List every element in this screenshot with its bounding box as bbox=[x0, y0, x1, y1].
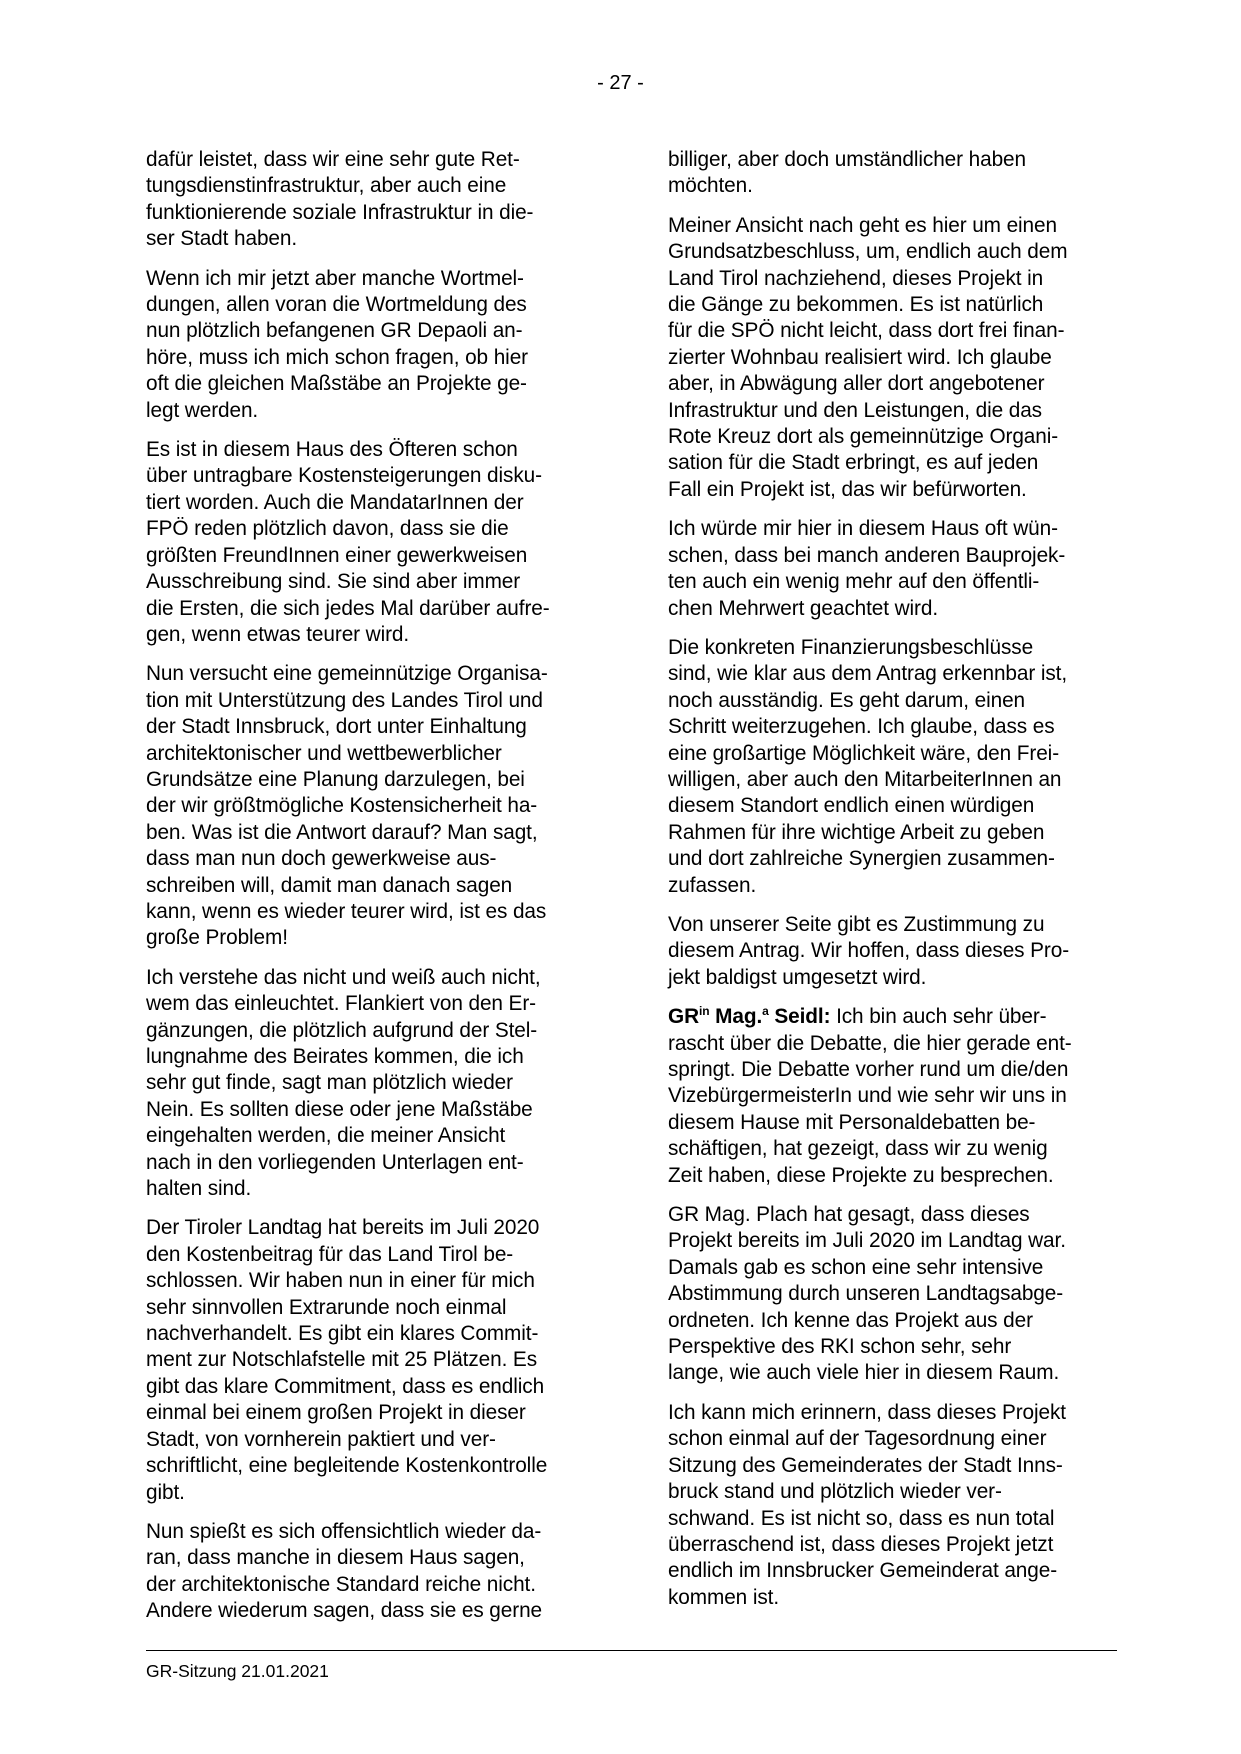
paragraph-line: Projekt bereits im Juli 2020 im Landtag war. bbox=[668, 1229, 1066, 1253]
paragraph-line: eingehalten werden, die meiner Ansicht bbox=[146, 1124, 506, 1148]
paragraph-line: kann, wenn es wieder teurer wird, ist es das bbox=[146, 899, 547, 923]
paragraph-line: Perspektive des RKI schon sehr, sehr bbox=[668, 1335, 1012, 1359]
paragraph-line: ordneten. Ich kenne das Projekt aus der bbox=[668, 1308, 1033, 1332]
speaker-title: Mag. bbox=[709, 1005, 763, 1029]
paragraph-line: Damals gab es schon eine sehr intensive bbox=[668, 1255, 1044, 1279]
paragraph-line: VizebürgermeisterIn und wie sehr wir uns in bbox=[668, 1084, 1067, 1108]
paragraph-line: schwand. Es ist nicht so, dass es nun total bbox=[668, 1506, 1055, 1530]
paragraph-line: die Gänge zu bekommen. Es ist natürlich bbox=[668, 293, 1044, 317]
right-column-part-a bbox=[668, 147, 1112, 991]
speaker-prefix-superscript: in bbox=[699, 1004, 710, 1019]
paragraph-line: eine großartige Möglichkeit wäre, den Frei- bbox=[668, 741, 1060, 765]
paragraph-line: Rote Kreuz dort als gemeinnützige Organi- bbox=[668, 425, 1059, 449]
paragraph-line: diesem Hause mit Personaldebatten be- bbox=[668, 1110, 1036, 1134]
paragraph-line: Nein. Es sollten diese oder jene Maßstäbe bbox=[146, 1097, 533, 1121]
paragraph-line: diesem Antrag. Wir hoffen, dass dieses Pro- bbox=[668, 939, 1070, 963]
paragraph-line: einmal bei einem großen Projekt in dieser bbox=[146, 1401, 526, 1425]
paragraph-line: bruck stand und plötzlich wieder ver- bbox=[668, 1480, 1002, 1504]
paragraph-line: den Kostenbeitrag für das Land Tirol be- bbox=[146, 1242, 514, 1266]
speaker-title-superscript: a bbox=[762, 1004, 769, 1019]
paragraph-line: Sitzung des Gemeinderates der Stadt Inns- bbox=[668, 1453, 1063, 1477]
paragraph-line: Wenn ich mir jetzt aber manche Wortmel- bbox=[146, 266, 524, 290]
paragraph-line: nachverhandelt. Es gibt ein klares Commit- bbox=[146, 1322, 539, 1346]
paragraph-line: gibt das klare Commitment, dass es endlich bbox=[146, 1374, 545, 1398]
paragraph-line: Nun spießt es sich offensichtlich wieder da- bbox=[146, 1519, 542, 1543]
paragraph-line: Andere wiederum sagen, dass sie es gerne bbox=[146, 1599, 542, 1623]
paragraph-line: funktionierende soziale Infrastruktur in die- bbox=[146, 200, 534, 224]
paragraph-line: halten sind. bbox=[146, 1177, 252, 1201]
paragraph-line: endlich im Innsbrucker Gemeinderat ange- bbox=[668, 1559, 1058, 1583]
paragraph-line: für die SPÖ nicht leicht, dass dort frei finan- bbox=[668, 319, 1065, 343]
paragraph-line: Die konkreten Finanzierungsbeschlüsse bbox=[668, 635, 1034, 659]
left-column bbox=[146, 147, 590, 1638]
paragraph-line: der wir größtmögliche Kostensicherheit ha- bbox=[146, 794, 538, 818]
paragraph-line: sind, wie klar aus dem Antrag erkennbar ist, bbox=[668, 662, 1068, 686]
paragraph-line: diesem Standort endlich einen würdigen bbox=[668, 794, 1035, 818]
paragraph-line: legt werden. bbox=[146, 398, 259, 422]
paragraph-line: größten FreundInnen einer gewerkweisen bbox=[146, 543, 528, 567]
paragraph-line: Abstimmung durch unseren Landtagsabge- bbox=[668, 1282, 1064, 1306]
paragraph-line: über untragbare Kostensteigerungen disku- bbox=[146, 464, 542, 488]
right-column bbox=[668, 147, 1112, 1624]
paragraph bbox=[146, 437, 590, 648]
paragraph-line: chen Mehrwert geachtet wird. bbox=[668, 596, 938, 620]
speaker-first-line-text: Ich bin auch sehr über- bbox=[830, 1005, 1047, 1029]
footer-divider bbox=[146, 1650, 1117, 1651]
paragraph-line: GR Mag. Plach hat gesagt, dass dieses bbox=[668, 1203, 1030, 1227]
paragraph-line: Fall ein Projekt ist, das wir befürworten. bbox=[668, 477, 1027, 501]
paragraph bbox=[146, 965, 590, 1203]
paragraph bbox=[146, 147, 590, 253]
paragraph-line: und dort zahlreiche Synergien zusammen- bbox=[668, 847, 1055, 871]
paragraph-line: ben. Was ist die Antwort darauf? Man sagt, bbox=[146, 820, 538, 844]
paragraph-line: Nun versucht eine gemeinnützige Organisa- bbox=[146, 662, 548, 686]
paragraph-line: tungsdienstinfrastruktur, aber auch eine bbox=[146, 174, 507, 198]
paragraph-line: höre, muss ich mich schon fragen, ob hier bbox=[146, 345, 528, 369]
footer-text: GR-Sitzung 21.01.2021 bbox=[146, 1661, 329, 1681]
paragraph-line: Ich kann mich erinnern, dass dieses Projekt bbox=[668, 1400, 1066, 1424]
paragraph-line: schen, dass bei manch anderen Bauprojek- bbox=[668, 543, 1066, 567]
paragraph-line: der Stadt Innsbruck, dort unter Einhaltung bbox=[146, 715, 527, 739]
paragraph-line: Schritt weiterzugehen. Ich glaube, dass es bbox=[668, 715, 1055, 739]
paragraph-line: rascht über die Debatte, die hier gerade ent- bbox=[668, 1031, 1072, 1055]
paragraph bbox=[668, 635, 1112, 899]
paragraph-line bbox=[668, 1004, 1112, 1030]
paragraph bbox=[668, 1400, 1112, 1611]
paragraph-line: Grundsatzbeschluss, um, endlich auch dem bbox=[668, 240, 1068, 264]
paragraph-line: Ausschreibung sind. Sie sind aber immer bbox=[146, 570, 521, 594]
paragraph-line: nach in den vorliegenden Unterlagen ent- bbox=[146, 1150, 524, 1174]
paragraph-line: ser Stadt haben. bbox=[146, 227, 298, 251]
paragraph-line: Rahmen für ihre wichtige Arbeit zu geben bbox=[668, 820, 1045, 844]
paragraph-line: dungen, allen voran die Wortmeldung des bbox=[146, 293, 527, 317]
paragraph-line: sehr sinnvollen Extrarunde noch einmal bbox=[146, 1295, 507, 1319]
paragraph-line: sehr gut finde, sagt man plötzlich wieder bbox=[146, 1071, 513, 1095]
paragraph-line: Grundsätze eine Planung darzulegen, bei bbox=[146, 767, 525, 791]
paragraph-line: dass man nun doch gewerkweise aus- bbox=[146, 847, 497, 871]
paragraph bbox=[146, 1519, 590, 1625]
paragraph bbox=[668, 213, 1112, 503]
paragraph-line: Stadt, von vornherein paktiert und ver- bbox=[146, 1427, 496, 1451]
paragraph-line: große Problem! bbox=[146, 926, 288, 950]
paragraph-line: Von unserer Seite gibt es Zustimmung zu bbox=[668, 912, 1045, 936]
speaker-surname: Seidl: bbox=[768, 1005, 831, 1029]
paragraph-line: die Ersten, die sich jedes Mal darüber aufre- bbox=[146, 596, 550, 620]
paragraph-line: Ich verstehe das nicht und weiß auch nicht, bbox=[146, 965, 541, 989]
speaker-name bbox=[668, 1005, 830, 1028]
paragraph-line: gänzungen, die plötzlich aufgrund der Stel- bbox=[146, 1018, 538, 1042]
paragraph-line: schlossen. Wir haben nun in einer für mich bbox=[146, 1269, 535, 1293]
paragraph-line: zierter Wohnbau realisiert wird. Ich glaube bbox=[668, 345, 1052, 369]
right-column-part-b bbox=[668, 1202, 1112, 1611]
paragraph-line: architektonischer und wettbewerblicher bbox=[146, 741, 502, 765]
paragraph-line: lange, wie auch viele hier in diesem Raum. bbox=[668, 1361, 1060, 1385]
paragraph-line: zufassen. bbox=[668, 873, 757, 897]
paragraph-line: FPÖ reden plötzlich davon, dass sie die bbox=[146, 517, 509, 541]
paragraph-line: noch ausständig. Es geht darum, einen bbox=[668, 688, 1026, 712]
paragraph-line: aber, in Abwägung aller dort angebotener bbox=[668, 372, 1045, 396]
paragraph-line: gen, wenn etwas teurer wird. bbox=[146, 622, 410, 646]
speaker-paragraph bbox=[668, 1004, 1112, 1189]
paragraph-line: schriftlicht, eine begleitende Kostenkontrolle bbox=[146, 1454, 548, 1478]
paragraph bbox=[668, 1202, 1112, 1387]
paragraph-line: Infrastruktur und den Leistungen, die das bbox=[668, 398, 1042, 422]
speaker-prefix: GR bbox=[668, 1005, 699, 1029]
paragraph-line: billiger, aber doch umständlicher haben bbox=[668, 148, 1026, 171]
paragraph-line: überraschend ist, dass dieses Projekt jetzt bbox=[668, 1532, 1054, 1556]
paragraph-line: springt. Die Debatte vorher rund um die/den bbox=[668, 1058, 1069, 1081]
paragraph-line: tion mit Unterstützung des Landes Tirol und bbox=[146, 688, 543, 712]
paragraph-line: nun plötzlich befangenen GR Depaoli an- bbox=[146, 319, 523, 343]
paragraph-line: gibt. bbox=[146, 1480, 185, 1504]
paragraph-line: schreiben will, damit man danach sagen bbox=[146, 873, 513, 897]
paragraph-line: Land Tirol nachziehend, dieses Projekt in bbox=[668, 266, 1044, 290]
paragraph-line: tiert worden. Auch die MandatarInnen der bbox=[146, 490, 524, 514]
paragraph-line: ran, dass manche in diesem Haus sagen, bbox=[146, 1546, 525, 1570]
paragraph bbox=[668, 516, 1112, 622]
paragraph-line: Meiner Ansicht nach geht es hier um einen bbox=[668, 213, 1057, 237]
paragraph bbox=[668, 912, 1112, 991]
paragraph-line: jekt baldigst umgesetzt wird. bbox=[668, 965, 927, 989]
paragraph-line: sation für die Stadt erbringt, es auf jeden bbox=[668, 451, 1039, 475]
paragraph-line: Zeit haben, diese Projekte zu besprechen. bbox=[668, 1163, 1054, 1187]
paragraph bbox=[668, 147, 1112, 200]
paragraph bbox=[146, 266, 590, 424]
paragraph-line: schon einmal auf der Tagesordnung einer bbox=[668, 1427, 1047, 1451]
page-number: - 27 - bbox=[597, 72, 644, 94]
paragraph-line: möchten. bbox=[668, 174, 753, 198]
paragraph-line: dafür leistet, dass wir eine sehr gute Ret- bbox=[146, 148, 520, 171]
paragraph-line: ment zur Notschlafstelle mit 25 Plätzen. Es bbox=[146, 1348, 538, 1372]
paragraph-line: kommen ist. bbox=[668, 1585, 779, 1609]
paragraph-line: schäftigen, hat gezeigt, dass wir zu wenig bbox=[668, 1137, 1048, 1161]
paragraph-line: willigen, aber auch den MitarbeiterInnen an bbox=[668, 767, 1062, 791]
paragraph-line: der architektonische Standard reiche nicht. bbox=[146, 1572, 536, 1596]
paragraph bbox=[146, 661, 590, 951]
paragraph-line: oft die gleichen Maßstäbe an Projekte ge- bbox=[146, 372, 527, 396]
paragraph-line: Der Tiroler Landtag hat bereits im Juli 2020 bbox=[146, 1216, 540, 1240]
paragraph-line: lungnahme des Beirates kommen, die ich bbox=[146, 1045, 524, 1068]
paragraph-line: ten auch ein wenig mehr auf den öffentli- bbox=[668, 570, 1040, 594]
paragraph bbox=[146, 1215, 590, 1505]
paragraph-line: Ich würde mir hier in diesem Haus oft wün- bbox=[668, 517, 1058, 541]
paragraph-line: Es ist in diesem Haus des Öfteren schon bbox=[146, 438, 518, 462]
paragraph-line: wem das einleuchtet. Flankiert von den Er- bbox=[146, 992, 536, 1016]
